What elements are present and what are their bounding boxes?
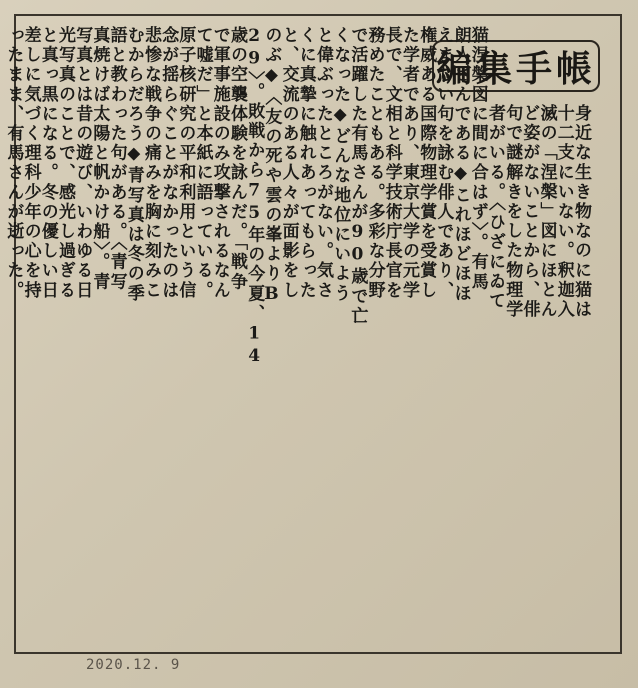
text-column: 句で謎解きをした物理学 (502, 104, 523, 320)
text-column: 朗人さんである◆これほどほほ (450, 26, 471, 304)
text-column: 真焼けば太陽と帆かけ船〉。青 (89, 26, 110, 292)
text-column: 歳の空襲体験を詠んだ。「戦争 (227, 26, 247, 292)
text-column: 29〉。敗戦から75年の今夏、14 (244, 26, 265, 369)
text-column: と偉ぶったところがない。気さ (313, 26, 333, 301)
text-column: 念が揺らぐことがなかったのは (158, 26, 179, 301)
text-column: で活躍した有馬さんが90歳で亡 (347, 26, 368, 326)
text-column: むからだろう◆青写真は冬の季 (123, 26, 144, 304)
text-column: くに真摯に触れあってもらった (295, 26, 316, 301)
text-column: て嘘だ」と本紙に語っている。 (192, 26, 213, 301)
text-column: くなった◆どんな地位にいよう (330, 26, 351, 304)
text-column: 十二支にいない。釈迦入 (553, 104, 574, 320)
text-column: ど姿がないことから、俳 (519, 104, 540, 320)
publication-date: 2020.12. 9 (86, 657, 181, 673)
text-column: 身近な生き物なのに猫は (571, 104, 591, 320)
text-column: で軍事施設のみ攻撃されるなん (209, 26, 230, 301)
text-column: と真っ黒になる。冬の優しい日 (37, 26, 58, 301)
text-column: 写真とは昔の遊び、いわゆる日 (72, 26, 93, 301)
text-column: 者がいる。〈ひざにゐて (485, 104, 505, 312)
text-column: 務めたこともある。多彩な分野 (364, 26, 385, 301)
text-column: のぶ◆〈友の死や雲の峯よりB (261, 26, 282, 307)
column-title: 編集手帳 (432, 40, 600, 92)
text-column: 差しに気づく理科少年の心を持 (20, 26, 41, 301)
text-column: 原子核研究の平和利用という信 (175, 26, 196, 301)
text-column: た学者であり、東京大学の元学 (399, 26, 419, 301)
text-column: 猫涅槃図に間に合はず〉。有馬 (467, 26, 488, 292)
text-column: ったまま、有馬さんが逝った。 (3, 26, 24, 301)
text-column: 光写真のことで、感光し過ぎる (55, 26, 75, 301)
text-column: 悲惨な戦争の痛みを胸に刻みこ (141, 26, 161, 301)
text-column: 長で、文相と科学技術庁長官を (381, 26, 402, 301)
text-column: 権威ある国際物理学賞を受賞し (416, 26, 437, 301)
text-column: えましい句を詠む俳人であり、 (433, 26, 454, 301)
text-column: と、交流のある人々が面影をし (278, 26, 299, 301)
text-column: 語と教わった句がある。〈青写 (106, 26, 127, 292)
text-column: 滅の「涅槃」図にほとん (536, 104, 557, 320)
